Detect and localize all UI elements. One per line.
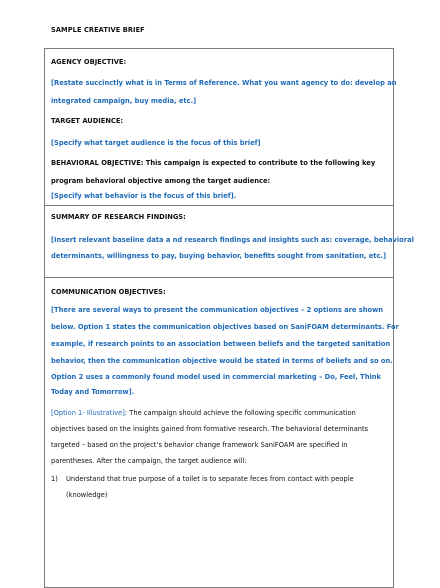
list-item: Understand that true purpose of a toilet is to separate feces from contact with people xyxy=(66,475,354,483)
communication-note-line: Today and Tomorrow]. xyxy=(51,388,135,396)
page-title: SAMPLE CREATIVE BRIEF xyxy=(51,26,145,34)
communication-note-line: [There are several ways to present the communication objectives – 2 options are shown xyxy=(51,306,384,314)
communication-heading: COMMUNICATION OBJECTIVES: xyxy=(51,288,166,296)
option-paragraph-line xyxy=(51,409,356,418)
agency-objective-text: [Restate succinctly what is in Terms of Reference. What you want agency to do: develop an xyxy=(51,79,397,87)
option-paragraph-line: objectives based on the insights gained from formative research. The behavioral determinants xyxy=(51,425,369,433)
agency-objective-heading: AGENCY OBJECTIVE: xyxy=(51,58,127,66)
research-heading: SUMMARY OF RESEARCH FINDINGS: xyxy=(51,213,186,221)
option-label: [Option 1- Illustrative] xyxy=(51,409,125,417)
list-item-number: 1) xyxy=(51,475,58,483)
behavioral-objective-text: BEHAVIORAL OBJECTIVE: This campaign is expected to contribute to the following key xyxy=(51,159,376,167)
behavioral-objective-placeholder: [Specify what behavior is the focus of this brief]. xyxy=(51,192,237,200)
communication-note-line: example, if research points to an association between beliefs and the targeted sanitation xyxy=(51,340,391,348)
agency-objective-text: integrated campaign, buy media, etc.] xyxy=(51,97,197,105)
option-text: : The campaign should achieve the following specific communication xyxy=(124,409,356,417)
research-text: [Insert relevant baseline data a nd research findings and insights such as: coverage, behavioral xyxy=(51,236,414,244)
research-text: determinants, willingness to pay, buying behavior, benefits sought from sanitation, etc.] xyxy=(51,252,387,260)
section-divider xyxy=(44,277,394,278)
option-paragraph-line: targeted – based on the project’s behavior change framework SaniFOAM are specified in xyxy=(51,441,348,449)
communication-note-line: below. Option 1 states the communication objectives based on SaniFOAM determinants. For xyxy=(51,323,399,331)
target-audience-text: [Specify what target audience is the focus of this brief] xyxy=(51,139,261,147)
brief-table xyxy=(44,48,397,588)
option-paragraph-line: parentheses. After the campaign, the target audience will: xyxy=(51,457,247,465)
target-audience-heading: TARGET AUDIENCE: xyxy=(51,117,124,125)
communication-note-line: behavior, then the communication objective would be stated in terms of beliefs and so on. xyxy=(51,357,393,365)
behavioral-objective-text: program behavioral objective among the target audience: xyxy=(51,177,271,185)
communication-note-line: Option 2 uses a commonly found model used in commercial marketing – Do, Feel, Think xyxy=(51,373,382,381)
section-divider xyxy=(44,205,394,206)
list-item: (knowledge) xyxy=(66,491,108,499)
